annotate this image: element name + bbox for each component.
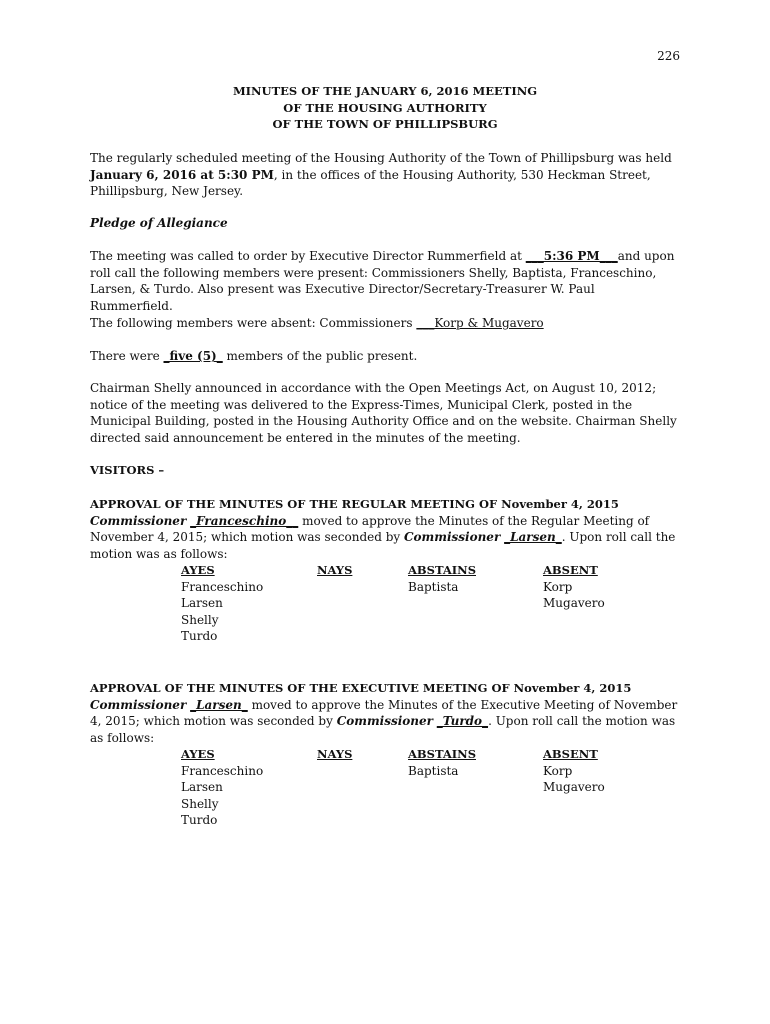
mover-name: _Larsen_: [190, 697, 248, 712]
ayes-header: AYES: [181, 747, 215, 761]
intro-paragraph: [90, 150, 680, 200]
seconder-label: Commissioner: [336, 714, 433, 728]
call-to-order-time: ___5:36 PM___: [525, 249, 618, 263]
abstains-column: [408, 562, 476, 595]
public-paragraph: [90, 348, 680, 365]
abstains-header: ABSTAINS: [408, 747, 476, 761]
motion-paragraph: [90, 697, 680, 747]
motion-paragraph: [90, 513, 680, 563]
absent-header: ABSENT: [543, 747, 598, 761]
ayes-entry: Shelly: [181, 612, 219, 627]
intro-text-a: The regularly scheduled meeting of the Housing Authority of the Town of Phillipsburg was held: [90, 151, 672, 165]
section-heading: APPROVAL OF THE MINUTES OF THE REGULAR MEETING OF November 4, 2015: [90, 497, 619, 511]
document-title: [90, 83, 680, 133]
absent-entry: Korp: [543, 579, 573, 594]
nays-header: NAYS: [317, 747, 353, 761]
ayes-entry: Larsen: [181, 780, 223, 794]
call-to-order-text-b: and upon roll call the following members were present: Commissioners Shelly, Baptista, Franceschino, Larsen, & Turdo. Also present was Executive Director/Secretary-Treasurer W. Paul Rummerfield.: [90, 249, 675, 313]
page-number: 226: [657, 49, 680, 63]
abstains-entry: Baptista: [408, 763, 459, 778]
vote-table: [90, 562, 680, 643]
approval-section-executive: [90, 680, 680, 827]
absent-paragraph: [90, 315, 680, 332]
mover-label: Commissioner: [90, 697, 187, 712]
seconder-name: _Larsen_: [504, 530, 562, 544]
nays-column: [317, 562, 352, 579]
absent-names: ___Korp & Mugavero: [416, 316, 544, 330]
absent-column: [543, 746, 605, 796]
ayes-entry: Franceschino: [181, 763, 264, 778]
ayes-entry: Turdo: [181, 813, 218, 827]
ayes-entry: Shelly: [181, 796, 219, 811]
absent-text-a: The following members were absent: Commissioners: [90, 316, 417, 330]
seconder-label: Commissioner: [404, 530, 501, 544]
public-text-a: There were: [90, 349, 164, 363]
absent-entry: Korp: [543, 763, 573, 778]
absent-header: ABSENT: [543, 563, 598, 577]
absent-column: [543, 562, 605, 612]
approval-section-regular: [90, 496, 680, 643]
abstains-header: ABSTAINS: [408, 563, 476, 577]
pledge-heading: Pledge of Allegiance: [90, 216, 228, 230]
call-to-order-text-a: The meeting was called to order by Executive Director Rummerfield at: [90, 249, 526, 263]
absent-entry: Mugavero: [543, 780, 605, 794]
ayes-entry: Turdo: [181, 629, 218, 643]
title-line-2: OF THE HOUSING AUTHORITY: [283, 100, 487, 115]
ayes-header: AYES: [181, 563, 215, 577]
absent-entry: Mugavero: [543, 596, 605, 610]
motion-text-a: moved to approve the Minutes of the Regular Meeting of November 4, 2015; which motion was seconded by: [90, 513, 650, 544]
ayes-column: [181, 746, 263, 829]
abstains-column: [408, 746, 476, 779]
meeting-date: January 6, 2016 at 5:30 PM: [90, 167, 274, 182]
vote-table: [90, 746, 680, 827]
nays-header: NAYS: [317, 563, 353, 577]
public-text-b: members of the public present.: [222, 349, 418, 363]
intro-text-b: , in the offices of the Housing Authority, 530 Heckman Street, Phillipsburg, New Jersey.: [90, 167, 651, 198]
document-page: [90, 0, 680, 1024]
ayes-column: [181, 562, 263, 645]
seconder-name: _Turdo_: [436, 714, 489, 728]
title-line-1: MINUTES OF THE JANUARY 6, 2016 MEETING: [232, 84, 538, 98]
public-count: _five (5)_: [163, 349, 223, 363]
motion-text-b: . Upon roll call the motion was as follows:: [90, 530, 676, 561]
mover-name: _Franceschino__: [190, 513, 299, 528]
ayes-entry: Larsen: [181, 596, 223, 610]
title-line-3: OF THE TOWN OF PHILLIPSBURG: [272, 117, 498, 131]
nays-column: [317, 746, 352, 763]
call-to-order-paragraph: [90, 248, 680, 314]
section-heading: APPROVAL OF THE MINUTES OF THE EXECUTIVE MEETING OF November 4, 2015: [90, 681, 632, 695]
motion-text-a: moved to approve the Minutes of the Executive Meeting of November 4, 2015; which motion was seconded by: [90, 697, 678, 728]
visitors-heading: VISITORS –: [90, 463, 165, 477]
mover-label: Commissioner: [90, 513, 187, 528]
abstains-entry: Baptista: [408, 579, 459, 594]
ayes-entry: Franceschino: [181, 579, 264, 594]
announcement-paragraph: Chairman Shelly announced in accordance with the Open Meetings Act, on August 10, 2012; notice of the meeting was delivered to the Express-Times, Municipal Clerk, posted in the Municipal Building, posted in the Housing Authority Office and on the website. Chairman Shelly directed said announcement be entered in the minutes of the meeting.: [90, 381, 677, 445]
motion-text-b: . Upon roll call the motion was as follows:: [90, 714, 676, 745]
